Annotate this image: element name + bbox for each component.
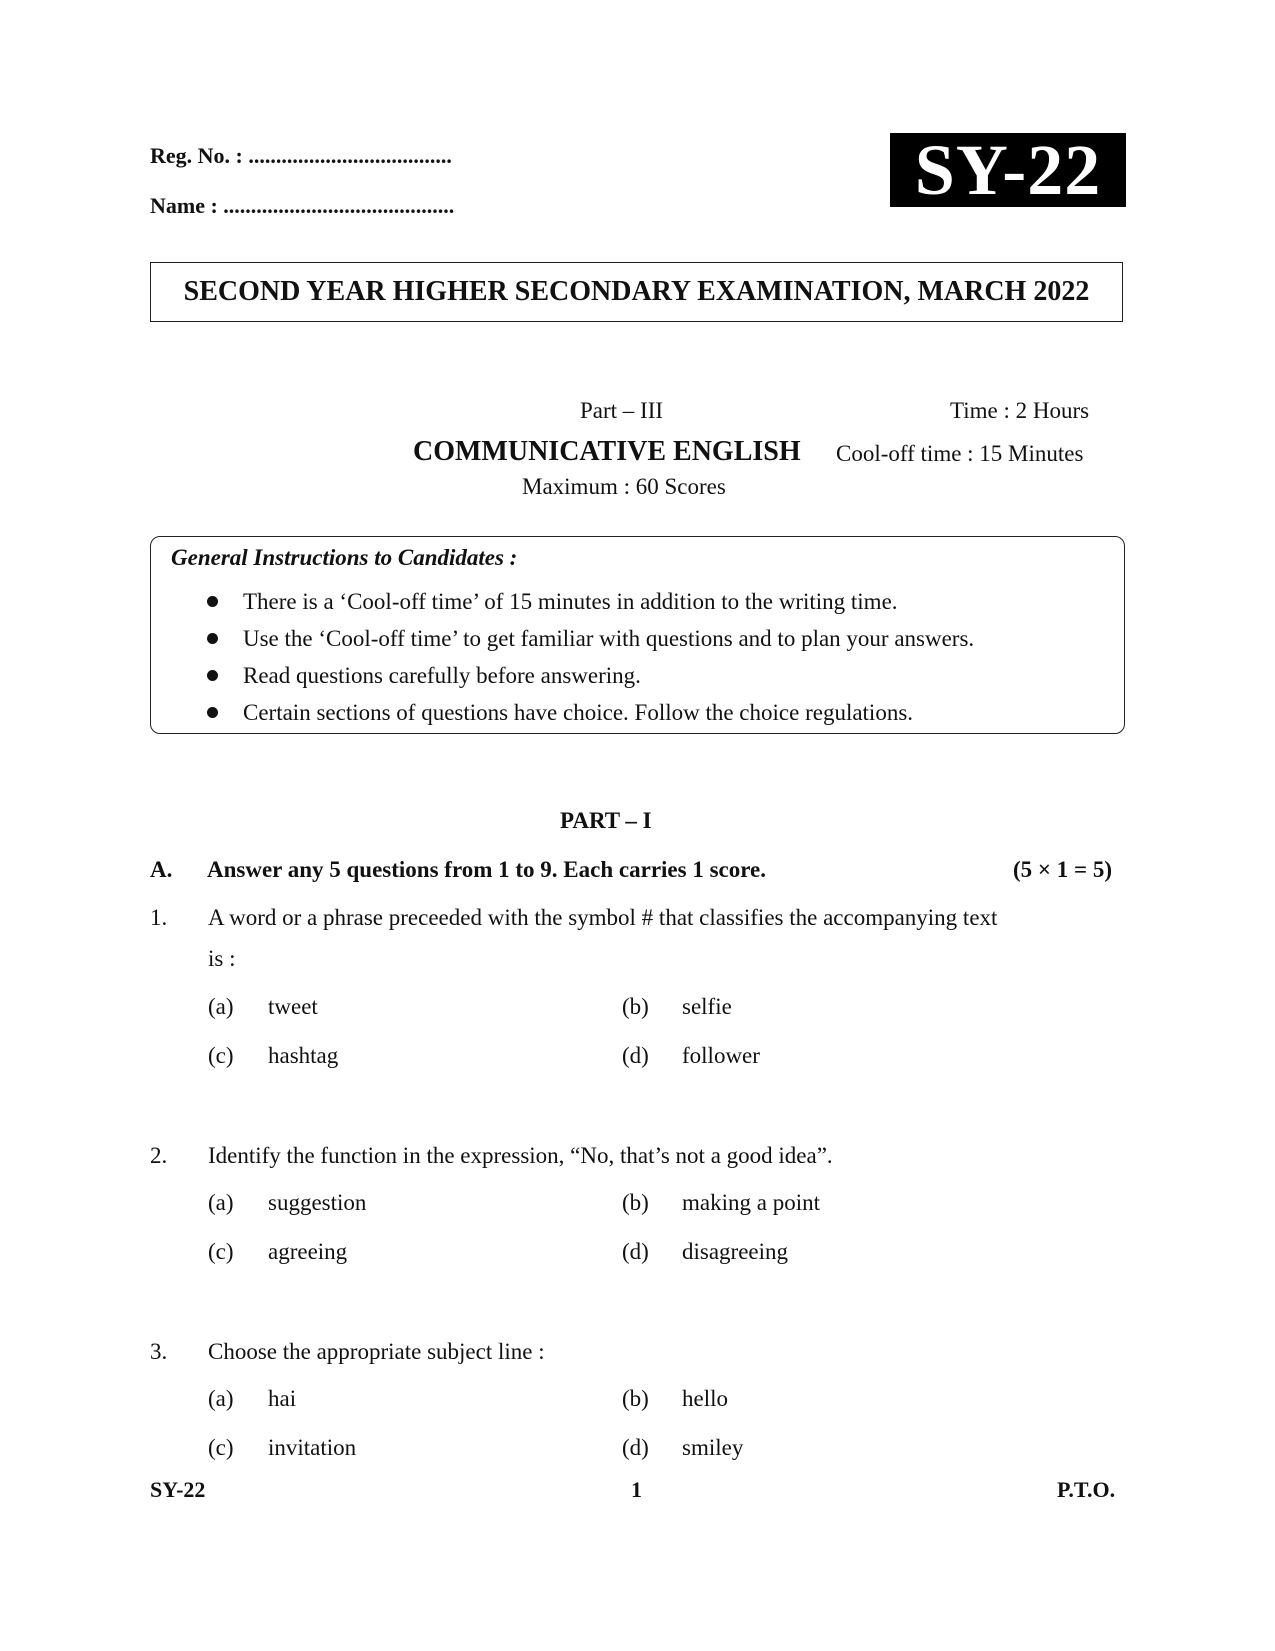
bullet-icon bbox=[207, 633, 218, 644]
question-number: 2. bbox=[150, 1143, 168, 1168]
part-label: Part – III bbox=[580, 398, 664, 423]
option-label: (d) bbox=[622, 1043, 649, 1068]
subject-title: COMMUNICATIVE ENGLISH bbox=[413, 436, 801, 467]
instructions-box bbox=[150, 536, 1125, 734]
option-label: (b) bbox=[622, 1386, 649, 1411]
instruction-item bbox=[203, 583, 974, 620]
reg-no-field: Reg. No. : ..................................... bbox=[150, 143, 452, 168]
page-number: 1 bbox=[631, 1477, 642, 1502]
question-text: A word or a phrase preceeded with the symbol # that classifies the accompanying text bbox=[208, 905, 998, 930]
pto-label: P.T.O. bbox=[1057, 1477, 1116, 1502]
question-text: Choose the appropriate subject line : bbox=[208, 1339, 545, 1364]
option-text: smiley bbox=[682, 1435, 744, 1460]
section-marks: (5 × 1 = 5) bbox=[1013, 857, 1113, 882]
name-field: Name : .......................................... bbox=[150, 193, 455, 218]
option-text: tweet bbox=[268, 994, 318, 1019]
instructions-heading: General Instructions to Candidates : bbox=[171, 545, 518, 570]
instructions-list bbox=[203, 583, 974, 731]
option-text: hashtag bbox=[268, 1043, 339, 1068]
footer-paper-code: SY-22 bbox=[150, 1477, 206, 1502]
option-text: agreeing bbox=[268, 1239, 348, 1264]
option-label: (a) bbox=[208, 1190, 234, 1215]
instruction-text: Read questions carefully before answering. bbox=[243, 663, 641, 688]
option-label: (c) bbox=[208, 1239, 234, 1264]
section-label: A. bbox=[150, 857, 173, 882]
instruction-item bbox=[203, 620, 974, 657]
section-instruction: Answer any 5 questions from 1 to 9. Each carries 1 score. bbox=[207, 857, 766, 882]
option-label: (a) bbox=[208, 994, 234, 1019]
question-number: 1. bbox=[150, 905, 168, 930]
option-label: (a) bbox=[208, 1386, 234, 1411]
cool-off-label: Cool-off time : 15 Minutes bbox=[836, 441, 1084, 466]
option-text: suggestion bbox=[268, 1190, 367, 1215]
option-text: selfie bbox=[682, 994, 732, 1019]
part-heading: PART – I bbox=[560, 808, 652, 833]
option-text: hai bbox=[268, 1386, 297, 1411]
option-text: invitation bbox=[268, 1435, 357, 1460]
option-text: disagreeing bbox=[682, 1239, 789, 1264]
question-text-cont: is : bbox=[208, 946, 236, 971]
bullet-icon bbox=[207, 670, 218, 681]
option-text: follower bbox=[682, 1043, 760, 1068]
instruction-text: Certain sections of questions have choice. Follow the choice regulations. bbox=[243, 700, 914, 725]
option-label: (d) bbox=[622, 1435, 649, 1460]
option-label: (c) bbox=[208, 1043, 234, 1068]
instruction-text: Use the ‘Cool-off time’ to get familiar with questions and to plan your answers. bbox=[243, 626, 975, 651]
exam-title: SECOND YEAR HIGHER SECONDARY EXAMINATION, MARCH 2022 bbox=[150, 262, 1123, 322]
bullet-icon bbox=[207, 596, 218, 607]
option-label: (b) bbox=[622, 994, 649, 1019]
time-label: Time : 2 Hours bbox=[950, 398, 1090, 423]
instruction-text: There is a ‘Cool-off time’ of 15 minutes in addition to the writing time. bbox=[243, 589, 898, 614]
option-label: (d) bbox=[622, 1239, 649, 1264]
instruction-item bbox=[203, 694, 974, 731]
paper-code-badge: SY-22 bbox=[890, 133, 1126, 207]
question-text: Identify the function in the expression, “No, that’s not a good idea”. bbox=[208, 1143, 833, 1168]
max-scores-label: Maximum : 60 Scores bbox=[522, 474, 726, 499]
option-label: (c) bbox=[208, 1435, 234, 1460]
instruction-item bbox=[203, 657, 974, 694]
option-text: making a point bbox=[682, 1190, 820, 1215]
option-label: (b) bbox=[622, 1190, 649, 1215]
option-text: hello bbox=[682, 1386, 728, 1411]
question-number: 3. bbox=[150, 1339, 168, 1364]
bullet-icon bbox=[207, 707, 218, 718]
